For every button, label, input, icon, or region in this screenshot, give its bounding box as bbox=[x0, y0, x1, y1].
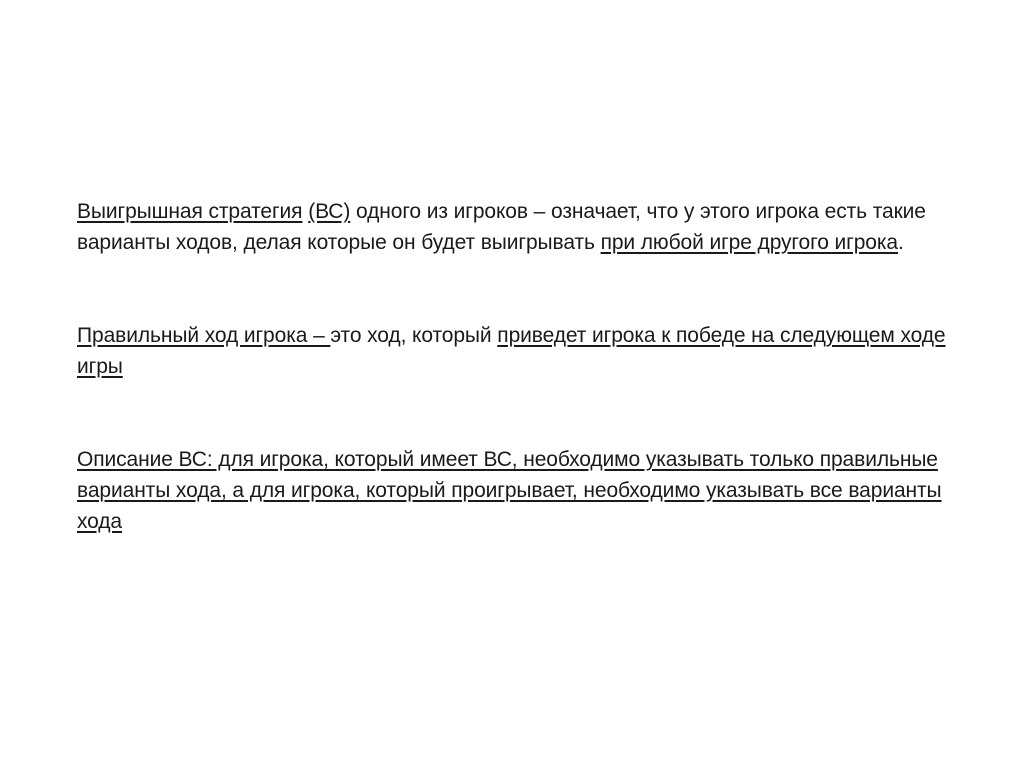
definition-text: одного из игроков – означает, что у этого игрока есть такие варианты ходов, делая которые он будет выигрывать bbox=[77, 200, 926, 254]
slide-body bbox=[77, 196, 957, 537]
strategy-description-text: Описание ВС: для игрока, который имеет ВС, необходимо указывать только правильные варианты хода, а для игрока, который проигрывает, необходимо указывать все варианты хода bbox=[77, 448, 942, 533]
emphasis-victory-next-move: приведет игрока к победе на следующем ходе игры bbox=[77, 324, 946, 378]
term-abbreviation: (ВС) bbox=[308, 200, 351, 223]
period: . bbox=[898, 231, 904, 254]
definition-text: это ход, который bbox=[330, 324, 498, 347]
paragraph-strategy-description bbox=[77, 444, 957, 537]
emphasis-any-play: при любой игре другого игрока bbox=[600, 231, 898, 254]
term-winning-strategy: Выигрышная стратегия bbox=[77, 200, 303, 223]
term-correct-move: Правильный ход игрока – bbox=[77, 324, 331, 347]
paragraph-winning-strategy bbox=[77, 196, 957, 258]
paragraph-correct-move bbox=[77, 320, 957, 382]
